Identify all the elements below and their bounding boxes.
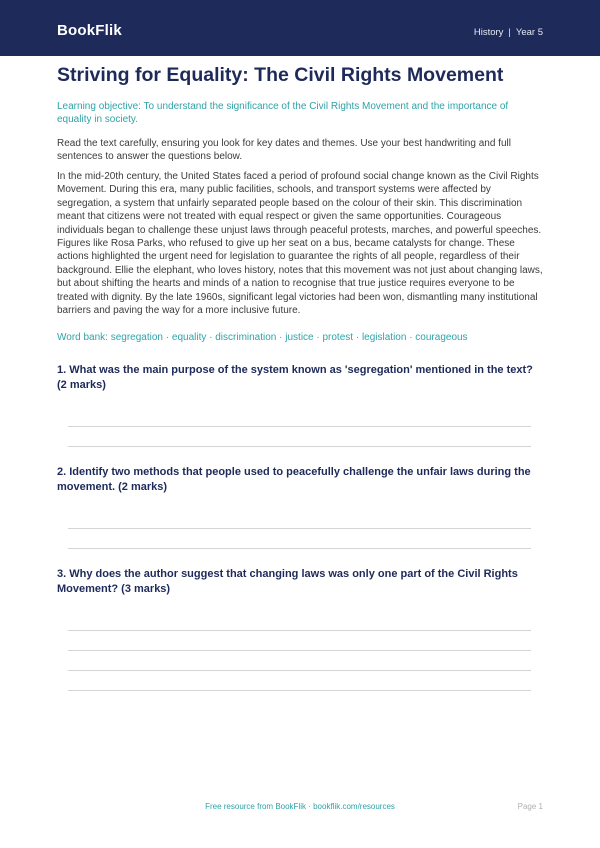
- answer-line-1b[interactable]: [68, 446, 531, 447]
- question-3: 3. Why does the author suggest that changing laws was only one part of the Civil Rights Movement? (3 marks): [57, 568, 518, 595]
- answer-line-2a[interactable]: [68, 528, 531, 529]
- top-banner: [0, 0, 600, 56]
- answer-line-2b[interactable]: [68, 548, 531, 549]
- breadcrumb-separator: |: [508, 27, 511, 38]
- page-title: Striving for Equality: The Civil Rights Movement: [57, 64, 504, 86]
- footer-note[interactable]: Free resource from BookFlik · bookflik.com/resources: [205, 802, 395, 811]
- answer-line-3b[interactable]: [68, 650, 531, 651]
- reading-passage: In the mid-20th century, the United States faced a period of profound social change known as the Civil Rights Movement. During this era, many public facilities, schools, and transport systems were affected by segregation, a system that unfairly separated people based on the colour of their skin. This discrimination meant that citizens were not treated with equal respect or given the same opportunities. Courageous individuals began to challenge these unjust laws through peaceful protests, marches, and powerful speeches. Figures like Rosa Parks, who refused to give up her seat on a bus, became catalysts for change. These actions highlighted the urgent need for legislation to guarantee the rights of all people, regardless of their background. Ellie the elephant, who loves history, notes that this movement was not just about changing laws, but about shifting the hearts and minds of a nation to recognise that true justice requires everyone to be treated with dignity. By the late 1960s, significant legal victories had been won, dismantling many institutional barriers and paving the way for a more inclusive future.: [57, 171, 543, 317]
- breadcrumb: [474, 27, 543, 38]
- instructions: Read the text carefully, ensuring you look for key dates and themes. Use your best handwriting and full sentences to answer the questions below.: [57, 138, 511, 163]
- answer-line-3c[interactable]: [68, 670, 531, 671]
- brand-logo[interactable]: BookFlik: [57, 22, 122, 39]
- question-2: 2. Identify two methods that people used to peacefully challenge the unfair laws during the movement. (2 marks): [57, 466, 531, 493]
- answer-line-3a[interactable]: [68, 630, 531, 631]
- page-number: Page 1: [517, 802, 543, 811]
- breadcrumb-year[interactable]: Year 5: [515, 27, 543, 38]
- question-1: 1. What was the main purpose of the system known as 'segregation' mentioned in the text? (2 marks): [57, 364, 533, 391]
- answer-line-3d[interactable]: [68, 690, 531, 691]
- answer-line-1a[interactable]: [68, 426, 531, 427]
- word-bank: Word bank: segregation · equality · discrimination · justice · protest · legislation · courageous: [57, 332, 468, 343]
- learning-objective: Learning objective: To understand the significance of the Civil Rights Movement and the importance of equality in society.: [57, 101, 509, 126]
- breadcrumb-subject[interactable]: History: [473, 27, 504, 38]
